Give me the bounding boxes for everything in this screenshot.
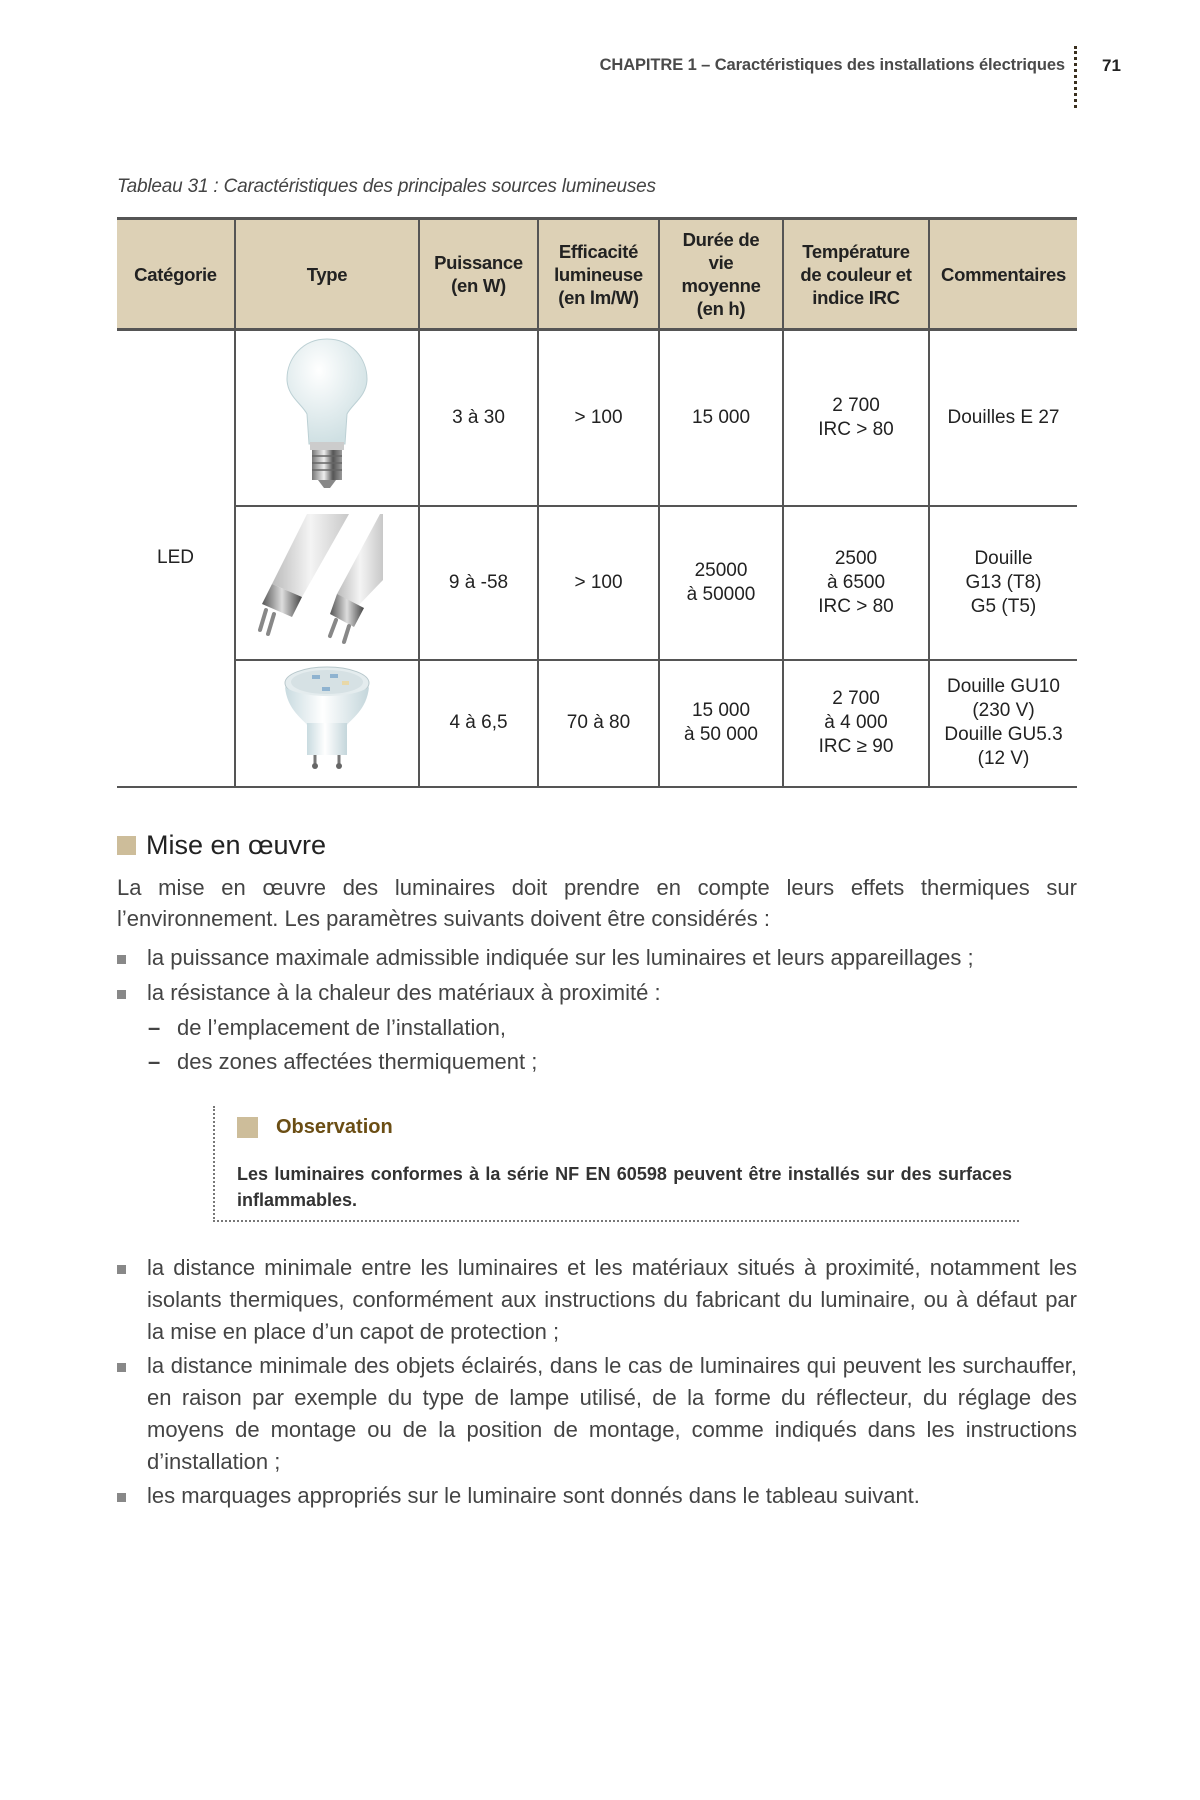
light-sources-table xyxy=(117,217,1077,788)
square-bullet-icon xyxy=(237,1117,258,1138)
efficacy-cell: > 100 xyxy=(538,506,659,660)
efficacy-cell: > 100 xyxy=(538,330,659,506)
observation-text: Les luminaires conformes à la série NF EN 60598 peuvent être installés sur des surfaces inflammables. xyxy=(237,1164,1012,1210)
sub-list-item xyxy=(148,1046,538,1078)
comments-cell: Douille GU10 (230 V) Douille GU5.3 (12 V) xyxy=(929,660,1077,787)
col-header: Catégorie xyxy=(117,219,235,330)
list-item-text: la distance minimale entre les luminaires et les matériaux situés à proximité, notamment les isolants thermiques, conformément aux instructions du fabricant du luminaire, ou à défaut par la mise en place d’un capot de protection ; xyxy=(147,1255,1077,1344)
list-item-text: la distance minimale des objets éclairés, dans le cas de luminaires qui peuvent les surchauffer, en raison par exemple du type de lampe utilisé, de la forme du réflecteur, du réglage des moyens de montage ou de la position de montage, comme indiqués dans les instructions d’installation ; xyxy=(147,1353,1077,1474)
col-header: Type xyxy=(235,219,419,330)
list-item-text: la puissance maximale admissible indiquée sur les luminaires et leurs appareillages ; xyxy=(147,945,974,970)
square-bullet-icon xyxy=(117,836,136,855)
type-cell xyxy=(235,660,419,787)
sub-list-item-text: des zones affectées thermiquement ; xyxy=(177,1049,538,1074)
dash-bullet-icon: – xyxy=(148,1015,161,1040)
observation-title: Observation xyxy=(276,1116,393,1138)
list-item-text: les marquages appropriés sur le luminaire sont donnés dans le tableau suivant. xyxy=(147,1483,920,1508)
list-item xyxy=(147,977,1077,1009)
col-header-text: Efficacité lumineuse (en lm/W) xyxy=(554,240,643,308)
square-bullet-icon xyxy=(117,1493,126,1502)
lifetime-cell: 15 000 à 50 000 xyxy=(659,660,783,787)
list-item xyxy=(147,1252,1077,1348)
page-number: 71 xyxy=(1102,56,1121,75)
sub-list-item xyxy=(148,1012,506,1044)
list-item xyxy=(147,1480,1077,1512)
col-header xyxy=(419,219,538,330)
table-row xyxy=(117,660,1077,787)
led-spot-gu10-icon xyxy=(282,665,372,775)
lifetime-cell: 25000 à 50000 xyxy=(659,506,783,660)
temperature-cell: 2 700 à 4 000 IRC ≥ 90 xyxy=(783,660,929,787)
col-header-text: Puissance (en W) xyxy=(434,252,523,296)
led-tube-icon xyxy=(252,512,402,647)
led-bulb-e27-icon xyxy=(282,334,372,494)
square-bullet-icon xyxy=(117,955,126,964)
table-caption: Tableau 31 : Caractéristiques des principales sources lumineuses xyxy=(117,176,656,197)
power-cell: 9 à -58 xyxy=(419,506,538,660)
power-cell: 4 à 6,5 xyxy=(419,660,538,787)
running-header: CHAPITRE 1 – Caractéristiques des installations électriques xyxy=(599,56,1065,74)
category-cell xyxy=(117,330,235,787)
col-header xyxy=(783,219,929,330)
section-title: Mise en œuvre xyxy=(146,830,327,860)
square-bullet-icon xyxy=(117,990,126,999)
col-header-text: Température de couleur et indice IRC xyxy=(800,240,912,308)
col-header: Commentaires xyxy=(929,219,1077,330)
list-item xyxy=(147,1350,1077,1478)
table-row xyxy=(117,330,1077,506)
comments-cell: Douille G13 (T8) G5 (T5) xyxy=(929,506,1077,660)
table-header-row xyxy=(117,219,1077,330)
temperature-cell: 2500 à 6500 IRC > 80 xyxy=(783,506,929,660)
sub-list-item-text: de l’emplacement de l’installation, xyxy=(177,1015,506,1040)
observation-heading xyxy=(237,1116,393,1139)
category-label: LED xyxy=(157,547,194,569)
col-header-text: Durée de vie moyenne (en h) xyxy=(681,229,761,319)
temperature-cell: 2 700 IRC > 80 xyxy=(783,330,929,506)
col-header xyxy=(538,219,659,330)
square-bullet-icon xyxy=(117,1363,126,1372)
type-cell xyxy=(235,506,419,660)
dash-bullet-icon: – xyxy=(148,1049,161,1074)
comments-cell: Douilles E 27 xyxy=(929,330,1077,506)
col-header xyxy=(659,219,783,330)
efficacy-cell: 70 à 80 xyxy=(538,660,659,787)
section-heading xyxy=(117,830,326,861)
list-item xyxy=(147,942,1077,974)
type-cell xyxy=(235,330,419,506)
observation-box xyxy=(213,1106,1019,1222)
dotted-separator xyxy=(1074,46,1077,108)
square-bullet-icon xyxy=(117,1265,126,1274)
list-item-text: la résistance à la chaleur des matériaux à proximité : xyxy=(147,980,661,1005)
table-row xyxy=(117,506,1077,660)
power-cell: 3 à 30 xyxy=(419,330,538,506)
lifetime-cell: 15 000 xyxy=(659,330,783,506)
intro-paragraph: La mise en œuvre des luminaires doit prendre en compte leurs effets thermiques sur l’environnement. Les paramètres suivants doivent être considérés : xyxy=(117,875,1077,931)
